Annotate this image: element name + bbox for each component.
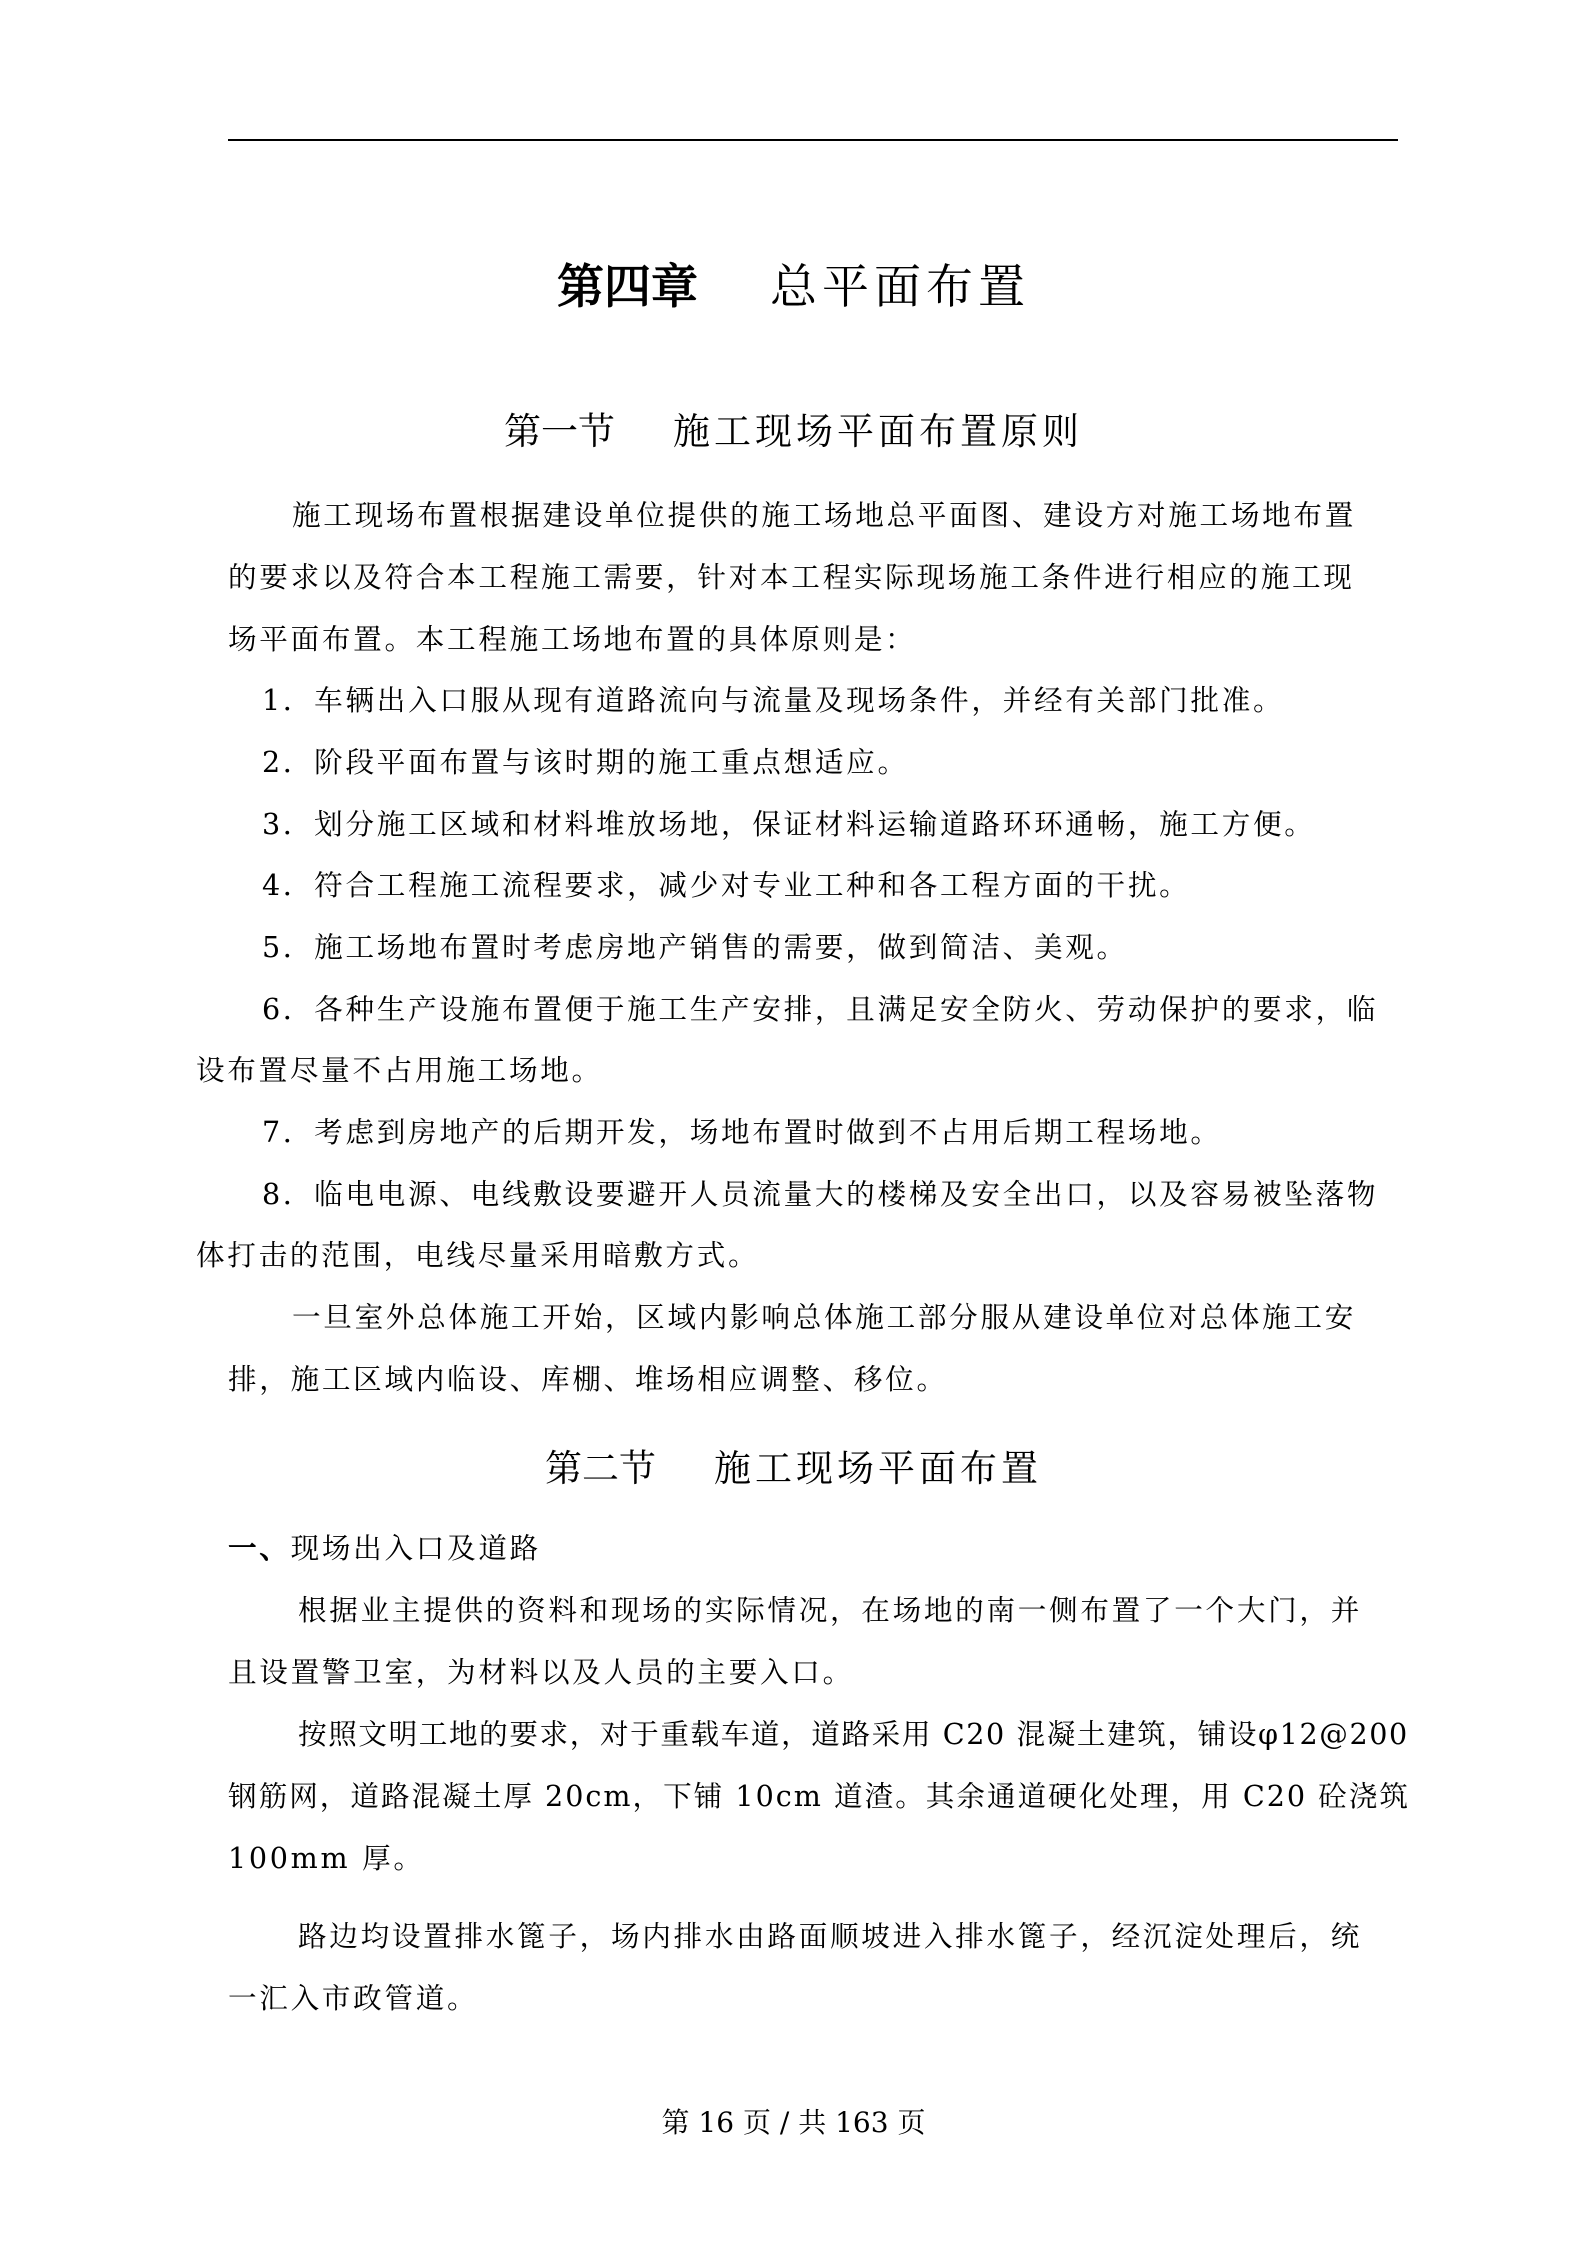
paragraph-line: 且设置警卫室，为材料以及人员的主要入口。 [228, 1655, 854, 1689]
list-item: 2．阶段平面布置与该时期的施工重点想适应。 [262, 745, 909, 779]
sub-heading-marker: 一、 [228, 1531, 291, 1565]
paragraph-line: 排，施工区域内临设、库棚、堆场相应调整、移位。 [228, 1362, 948, 1396]
header-rule [228, 139, 1398, 141]
list-item: 设布置尽量不占用施工场地。 [196, 1053, 603, 1087]
paragraph-line: 钢筋网，道路混凝土厚 20cm，下铺 10cm 道渣。其余通道硬化处理，用 C20 砼浇筑 [228, 1779, 1410, 1813]
section-name: 施工现场平面布置原则 [673, 410, 1083, 453]
list-item: 5．施工场地布置时考虑房地产销售的需要，做到简洁、美观。 [262, 930, 1128, 964]
page-footer: 第 16 页 / 共 163 页 [661, 2106, 926, 2139]
paragraph-line: 100mm 厚。 [228, 1841, 425, 1875]
sub-heading-text: 现场出入口及道路 [290, 1531, 541, 1565]
section-title-1 [0, 407, 1587, 457]
paragraph-line: 路边均设置排水篦子，场内排水由路面顺坡进入排水篦子，经沉淀处理后，统 [298, 1919, 1362, 1953]
list-item: 3．划分施工区域和材料堆放场地，保证材料运输道路环环通畅，施工方便。 [262, 807, 1316, 841]
section-number: 第二节 [545, 1447, 656, 1490]
section-number: 第一节 [504, 410, 615, 453]
list-item: 7．考虑到房地产的后期开发，场地布置时做到不占用后期工程场地。 [262, 1115, 1222, 1149]
chapter-name: 总平面布置 [770, 260, 1030, 315]
paragraph-line: 场平面布置。本工程施工场地布置的具体原则是： [228, 622, 917, 656]
paragraph-line: 施工现场布置根据建设单位提供的施工场地总平面图、建设方对施工场地布置 [292, 498, 1356, 532]
list-item: 4．符合工程施工流程要求，减少对专业工种和各工程方面的干扰。 [262, 868, 1191, 902]
list-item: 6．各种生产设施布置便于施工生产安排，且满足安全防火、劳动保护的要求，临 [262, 992, 1379, 1026]
paragraph-line: 一旦室外总体施工开始，区域内影响总体施工部分服从建设单位对总体施工安 [292, 1300, 1356, 1334]
list-item: 8．临电电源、电线敷设要避开人员流量大的楼梯及安全出口，以及容易被坠落物 [262, 1177, 1379, 1211]
paragraph-line: 根据业主提供的资料和现场的实际情况，在场地的南一侧布置了一个大门，并 [298, 1593, 1362, 1627]
chapter-title [0, 258, 1587, 318]
paragraph-line: 一汇入市政管道。 [228, 1981, 479, 2015]
paragraph-line: 按照文明工地的要求，对于重载车道，道路采用 C20 混凝土建筑，铺设φ12@200 [298, 1717, 1409, 1751]
sub-heading [228, 1528, 541, 1568]
list-item: 体打击的范围，电线尽量采用暗敷方式。 [196, 1238, 760, 1272]
section-title-2 [0, 1444, 1587, 1494]
section-name: 施工现场平面布置 [714, 1447, 1042, 1490]
chapter-number: 第四章 [557, 260, 698, 315]
list-item: 1．车辆出入口服从现有道路流向与流量及现场条件，并经有关部门批准。 [262, 683, 1285, 717]
paragraph-line: 的要求以及符合本工程施工需要，针对本工程实际现场施工条件进行相应的施工现 [228, 560, 1355, 594]
